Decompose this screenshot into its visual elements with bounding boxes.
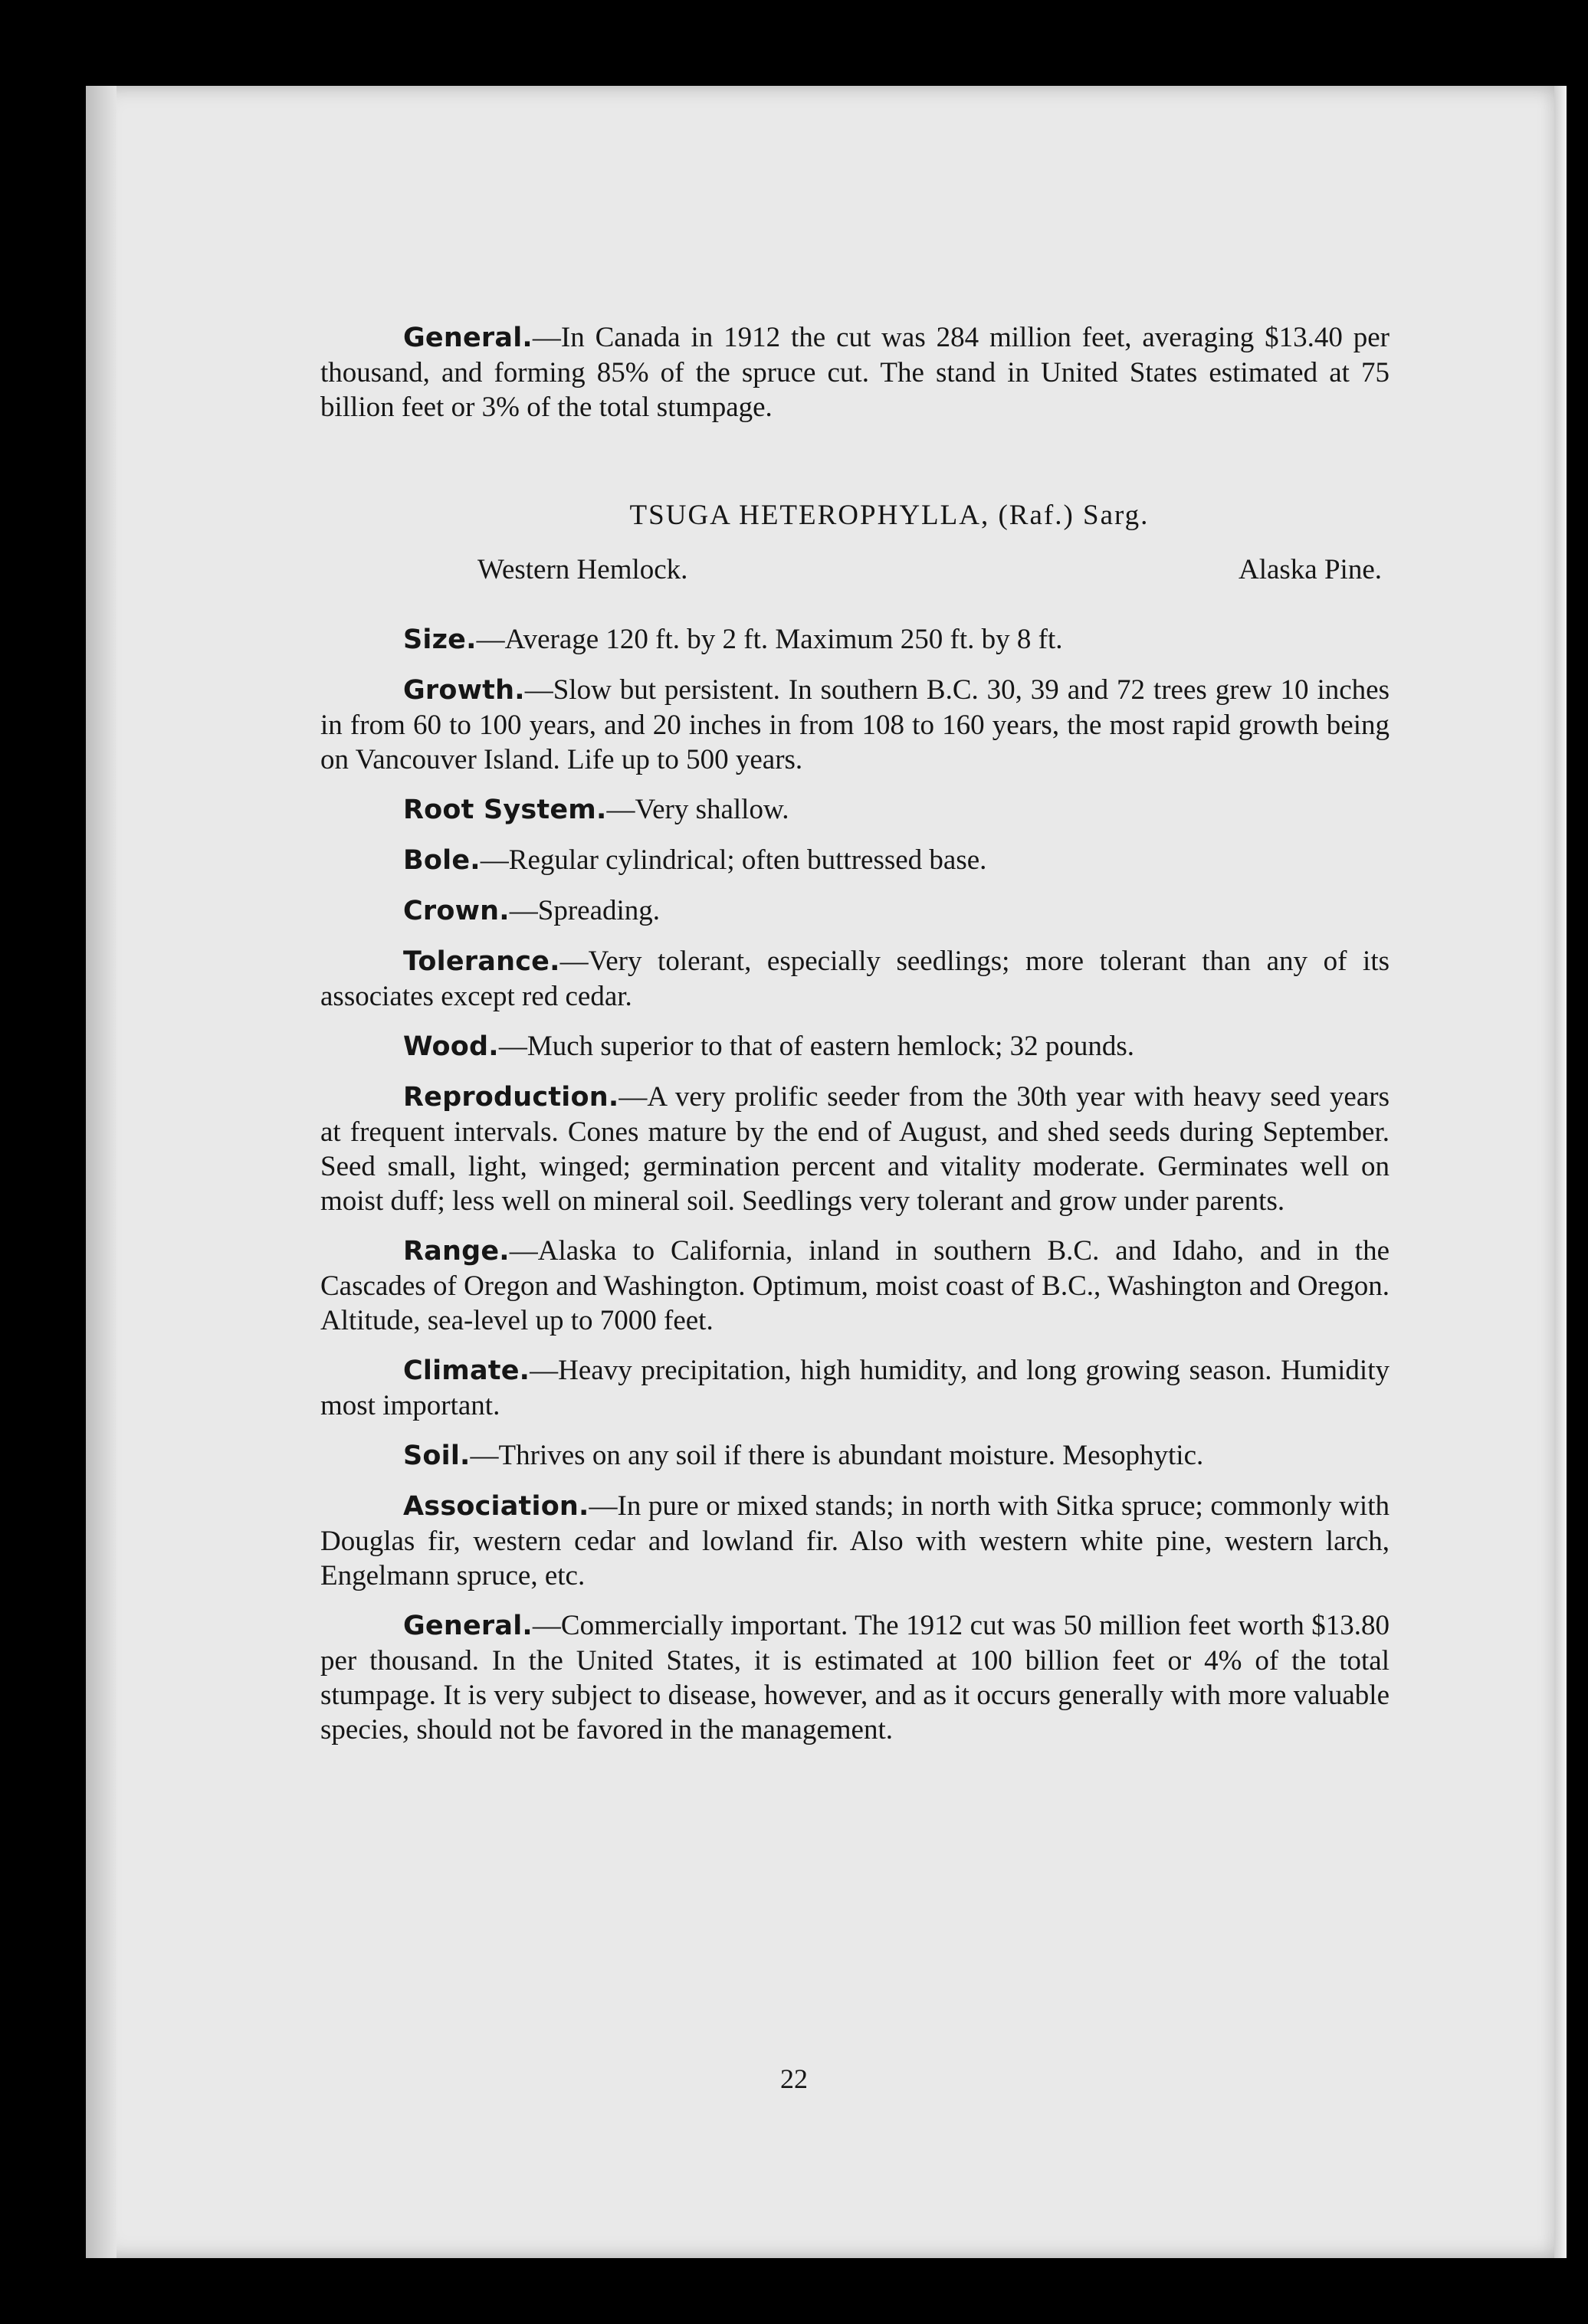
paragraph-lead: Wood. <box>403 1031 499 1062</box>
paragraph-lead: Soil. <box>403 1441 471 1471</box>
paragraph-body: —Heavy precipitation, high humidity, and long growing season. Humidity most important. <box>320 1355 1390 1421</box>
paragraph-body: —In Canada in 1912 the cut was 284 million feet, averaging $13.40 per thousand, and forming 85% of the spruce cut. The stand in United States estimated at 75 billion feet or 3% of the total stumpage. <box>320 322 1390 423</box>
paragraph-lead: Association. <box>403 1491 589 1522</box>
paragraph-lead: Range. <box>403 1236 510 1267</box>
paragraph-body: —Spreading. <box>509 895 661 926</box>
common-name-alaska-pine: Alaska Pine. <box>1238 554 1382 585</box>
paragraph-wood <box>320 1029 1390 1064</box>
paragraph-body: —Very shallow. <box>606 794 789 825</box>
paragraph-association <box>320 1489 1390 1593</box>
paragraph-body: —Thrives on any soil if there is abundant moisture. Mesophytic. <box>470 1440 1204 1471</box>
paragraph-body: —Very tolerant, especially seedlings; more tolerant than any of its associates except red cedar. <box>320 946 1390 1012</box>
species-heading: TSUGA HETEROPHYLLA, (Raf.) Sarg. <box>629 500 1150 531</box>
page-text <box>320 320 1390 1762</box>
paragraph-general-hemlock <box>320 1608 1390 1747</box>
paragraph-root-system <box>320 792 1390 828</box>
page-right-edge <box>1554 86 1567 2258</box>
paragraph-general-spruce <box>320 320 1390 424</box>
paragraph-lead: Climate. <box>403 1355 530 1386</box>
paragraph-body: —Much superior to that of eastern hemlock; 32 pounds. <box>498 1031 1135 1062</box>
paragraph-lead: Crown. <box>403 896 510 926</box>
paragraph-soil <box>320 1438 1390 1473</box>
page-number: 22 <box>780 2063 808 2094</box>
paragraph-climate <box>320 1353 1390 1423</box>
paragraph-range <box>320 1234 1390 1338</box>
paragraph-reproduction <box>320 1080 1390 1218</box>
paragraph-size <box>320 622 1390 657</box>
paragraph-lead: General. <box>403 1611 533 1641</box>
paragraph-body: —In pure or mixed stands; in north with Sitka spruce; commonly with Douglas fir, western cedar and lowland fir. Also with western white pine, western larch, Engelmann spruce, etc. <box>320 1490 1390 1591</box>
paragraph-lead: Bole. <box>403 845 481 876</box>
paragraph-lead: Tolerance. <box>403 946 560 977</box>
paragraph-tolerance <box>320 944 1390 1014</box>
paragraph-body: —A very prolific seeder from the 30th year with heavy seed years at frequent intervals. Cones mature by the end of August, and shed seeds during September. Seed small, light, winged; germination percent and vitality moderate. Germinates well on moist duff; less well on mineral soil. Seedlings very tolerant and grow under parents. <box>320 1081 1390 1217</box>
paragraph-growth <box>320 673 1390 777</box>
paragraph-crown <box>320 893 1390 929</box>
paragraph-body: —Regular cylindrical; often buttressed base. <box>480 844 987 876</box>
paragraph-lead: Size. <box>403 624 477 655</box>
paragraph-lead: Growth. <box>403 675 525 706</box>
paragraph-body: —Average 120 ft. by 2 ft. Maximum 250 ft. by 8 ft. <box>476 624 1063 655</box>
paragraph-lead: Reproduction. <box>403 1082 619 1113</box>
paragraph-bole <box>320 843 1390 878</box>
paragraph-body: —Commercially important. The 1912 cut was 50 million feet worth $13.80 per thousand. In the United States, it is estimated at 100 billion feet or 4% of the total stumpage. It is very subject to disease, however, and as it occurs generally with more valuable species, should not be favored in the management. <box>320 1610 1390 1745</box>
paragraph-lead: General. <box>403 323 533 353</box>
common-name-western-hemlock: Western Hemlock. <box>477 554 688 585</box>
paragraph-body: —Alaska to California, inland in southern B.C. and Idaho, and in the Cascades of Oregon and Washington. Optimum, moist coast of B.C., Washington and Oregon. Altitude, sea-level up to 7000 feet. <box>320 1235 1390 1336</box>
paragraph-body: —Slow but persistent. In southern B.C. 30, 39 and 72 trees grew 10 inches in from 60 to 100 years, and 20 inches in from 108 to 160 years, the most rapid growth being on Vancouver Island. Life up to 500 years. <box>320 674 1390 775</box>
common-names <box>320 552 1390 587</box>
paragraph-lead: Root System. <box>403 795 607 825</box>
page-spine-shadow <box>86 86 116 2258</box>
